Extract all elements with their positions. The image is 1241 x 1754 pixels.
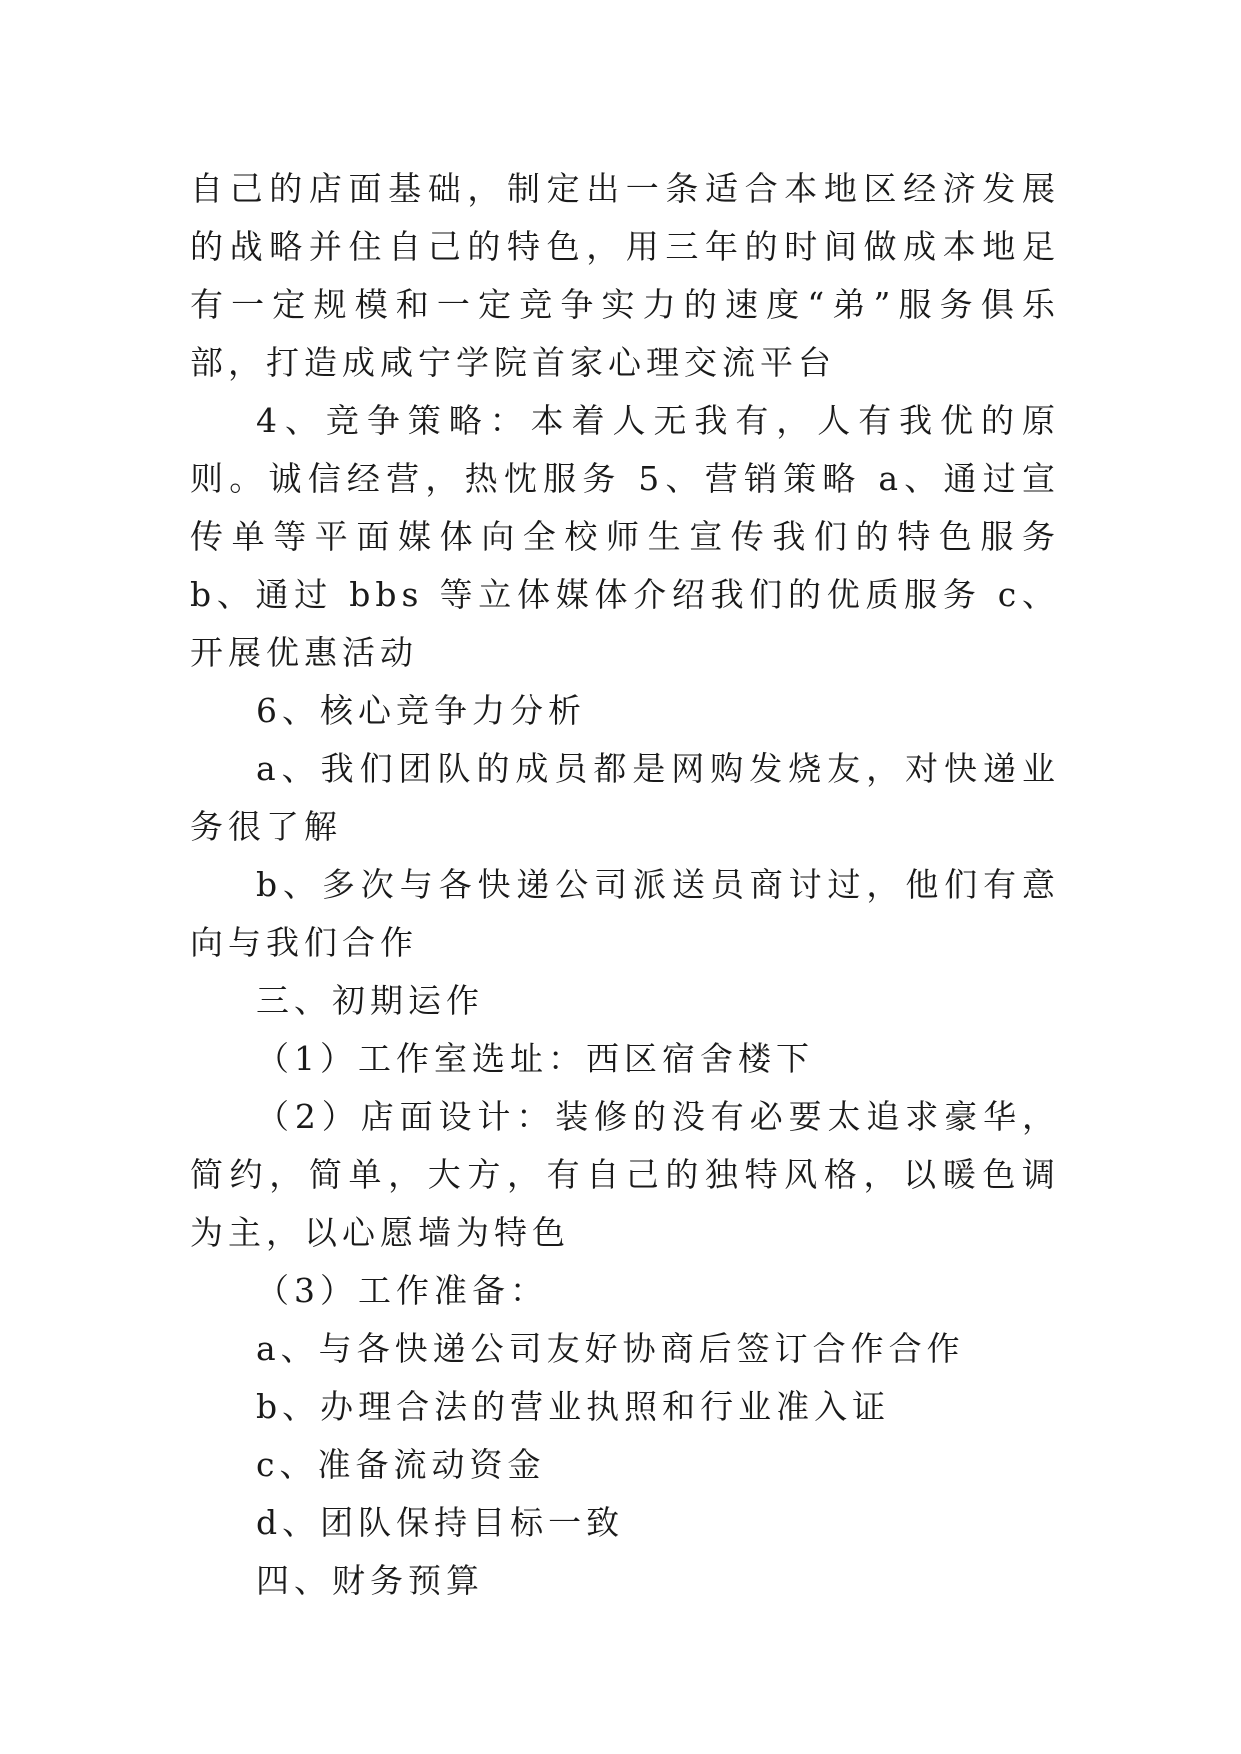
list-item-prep-a: a、与各快递公司友好协商后签订合作合作: [256, 1329, 965, 1368]
list-item-prep-c: c、准备流动资金: [256, 1445, 546, 1484]
paragraph-work-preparation: （3）工作准备：: [256, 1271, 548, 1310]
paragraph-strategy-continuation: 自己的店面基础，制定出一条适合本地区经济发展的战略并住自己的特色，用三年的时间做成本地足有一定规模和一定竞争实力的速度“弟”服务俱乐部，打造成咸宁学院首家心理交流平台: [190, 169, 1060, 382]
section-heading-initial-operation: 三、初期运作: [256, 981, 484, 1020]
paragraph-core-competency-a: a、我们团队的成员都是网购发烧友，对快递业务很了解: [190, 749, 1060, 846]
section-heading-financial-budget: 四、财务预算: [256, 1561, 484, 1600]
list-item-prep-d: d、团队保持目标一致: [256, 1503, 625, 1542]
paragraph-competition-marketing: 4、竞争策略：本着人无我有，人有我优的原则。诚信经营，热忱服务 5、营销策略 a、通过宣传单等平面媒体向全校师生宣传我们的特色服务 b、通过 bbs 等立体媒体介绍我们的优质服务 c、开展优惠活动: [190, 401, 1060, 672]
paragraph-site-selection: （1）工作室选址：西区宿舍楼下: [256, 1039, 814, 1078]
paragraph-core-competency-heading: 6、核心竞争力分析: [256, 691, 586, 730]
paragraph-store-design: （2）店面设计：装修的没有必要太追求豪华，简约，简单，大方，有自己的独特风格，以暖色调为主，以心愿墙为特色: [190, 1097, 1060, 1252]
paragraph-core-competency-b: b、多次与各快递公司派送员商讨过，他们有意向与我们合作: [190, 865, 1060, 962]
document-body: [190, 160, 1060, 1610]
list-item-prep-b: b、办理合法的营业执照和行业准入证: [256, 1387, 891, 1426]
